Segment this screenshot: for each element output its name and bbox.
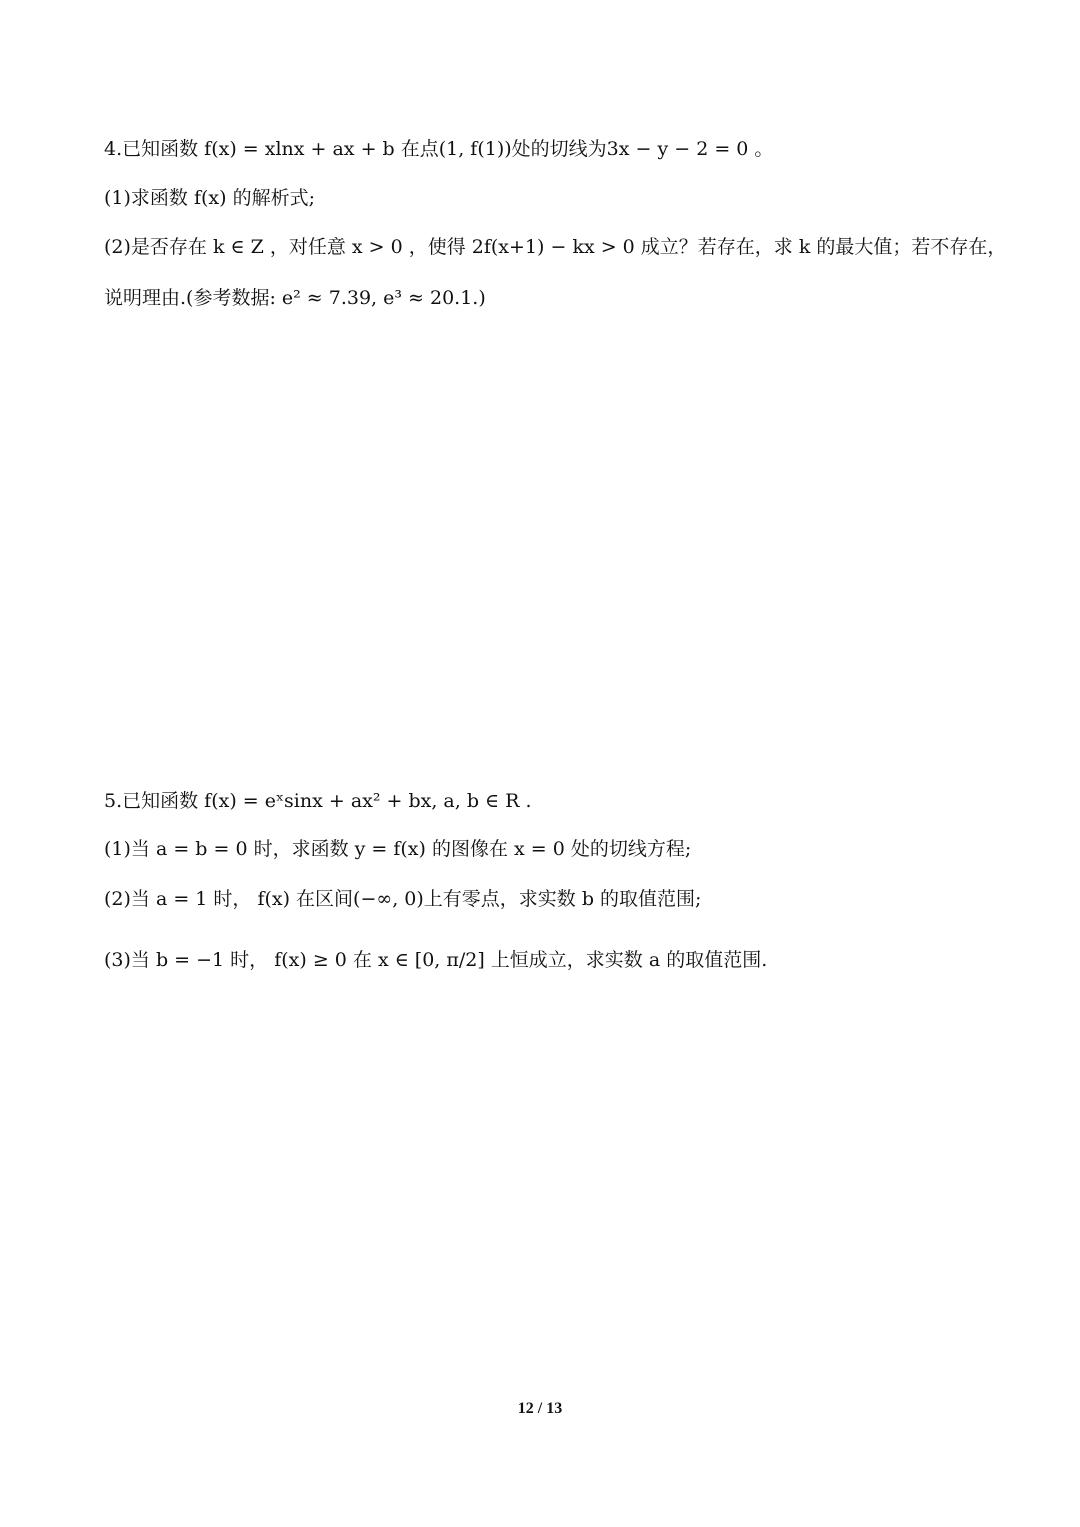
problem-5-part-1: (1)当 a = b = 0 时，求函数 y = f(x) 的图像在 x = 0 处的切线方程; (104, 838, 692, 860)
problem-5-part-3: (3)当 b = −1 时， f(x) ≥ 0 在 x ∈ [0, π/2] 上恒成立，求实数 a 的取值范围. (104, 949, 768, 971)
problem-4-part-2: (2)是否存在 k ∈ Z ，对任意 x > 0 ，使得 2f(x+1) − kx > 0 成立？若存在，求 k 的最大值；若不存在， (104, 236, 1007, 258)
problem-5-part-2: (2)当 a = 1 时， f(x) 在区间(−∞, 0)上有零点，求实数 b 的取值范围; (104, 888, 702, 910)
problem-4-stem: 4.已知函数 f(x) = xlnx + ax + b 在点(1, f(1))处的切线为3x − y − 2 = 0 。 (104, 138, 774, 160)
problem-4-part-2-continued: 说明理由.(参考数据: e² ≈ 7.39, e³ ≈ 20.1.) (104, 287, 486, 309)
page-indicator: 12 / 13 (517, 1400, 563, 1417)
problem-5-stem: 5.已知函数 f(x) = eˣsinx + ax² + bx, a, b ∈ R . (104, 790, 532, 812)
problem-4-part-1: (1)求函数 f(x) 的解析式; (104, 187, 315, 209)
